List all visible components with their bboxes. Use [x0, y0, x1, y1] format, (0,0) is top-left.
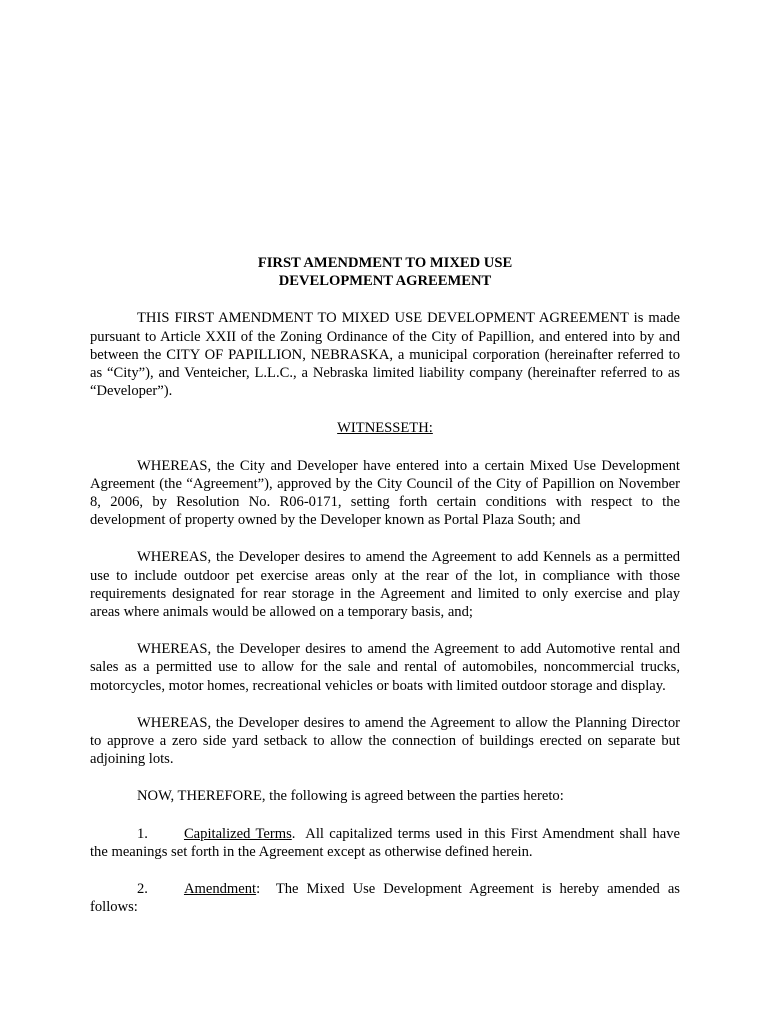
- whereas-paragraph-2: WHEREAS, the Developer desires to amend the Agreement to add Kennels as a permitted use to include outdoor pet exercise areas only at the rear of the lot, in compliance with those requirements designated for rear storage in the Agreement and limited to only exercise and play areas where animals would be allowed on a temporary basis, and;: [90, 549, 680, 621]
- document-title-line-1: FIRST AMENDMENT TO MIXED USE: [257, 255, 513, 271]
- intro-paragraph: THIS FIRST AMENDMENT TO MIXED USE DEVELOPMENT AGREEMENT is made pursuant to Article XXII of the Zoning Ordinance of the City of Papillion, and entered into by and between the CITY OF PAPILLION, NEBRASKA, a municipal corporation (hereinafter referred to as “City”), and Venteicher, L.L.C., a Nebraska limited liability company (hereinafter referred to as “Developer”).: [90, 310, 680, 400]
- section-1-paragraph: [90, 825, 680, 861]
- section-1-body: All capitalized terms used in this First Amendment shall have the meanings set forth in the Agreement except as otherwise defined herein.: [90, 825, 680, 860]
- witnesseth-heading: WITNESSETH:: [337, 420, 433, 437]
- section-2-paragraph: [90, 880, 680, 916]
- section-2-number: 2.: [137, 881, 148, 898]
- whereas-paragraph-4: WHEREAS, the Developer desires to amend the Agreement to allow the Planning Director to approve a zero side yard setback to allow the connection of buildings erected on separate but adjoining lots.: [90, 714, 680, 768]
- whereas-paragraph-1: WHEREAS, the City and Developer have entered into a certain Mixed Use Development Agreement (the “Agreement”), approved by the City Council of the City of Papillion on November 8, 2006, by Resolution No. R06-0171, setting forth certain conditions with respect to the development of property owned by the Developer known as Portal Plaza South; and: [90, 457, 680, 529]
- section-2-body: The Mixed Use Development Agreement is hereby amended as follows:: [90, 881, 680, 916]
- section-1-number: 1.: [137, 825, 148, 842]
- section-1-separator: .: [291, 825, 296, 842]
- now-therefore-paragraph: NOW, THEREFORE, the following is agreed between the parties hereto:: [137, 788, 564, 805]
- section-1-heading: Capitalized Terms: [183, 825, 292, 842]
- section-2-separator: :: [256, 881, 261, 898]
- whereas-paragraph-3: WHEREAS, the Developer desires to amend the Agreement to add Automotive rental and sales as a permitted use to allow for the sale and rental of automobiles, noncommercial trucks, motorcycles, motor homes, recreational vehicles or boats with limited outdoor storage and display.: [90, 641, 680, 694]
- section-2-heading: Amendment: [183, 881, 257, 898]
- document-title-line-2: DEVELOPMENT AGREEMENT: [278, 273, 492, 290]
- document-page: [90, 254, 680, 916]
